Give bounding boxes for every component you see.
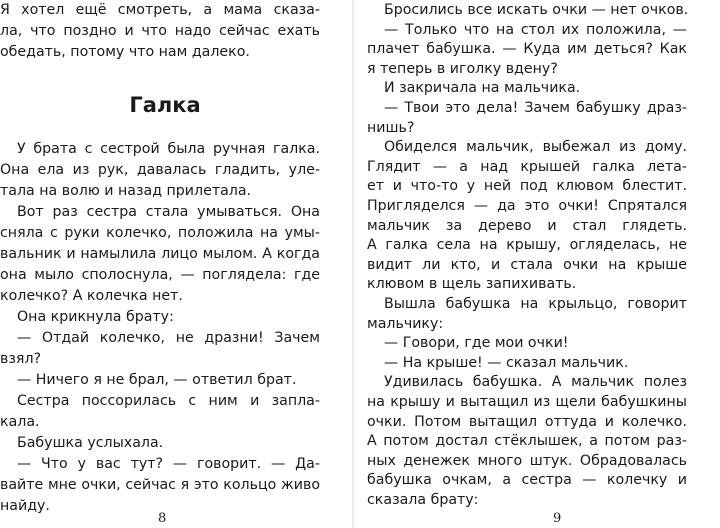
- text-line: — Только что на стол их положила, —: [384, 21, 687, 38]
- right-page: [367, 0, 697, 528]
- text-line: Глядит — а над крышей галка лета-: [367, 158, 687, 175]
- text-line: вальник и намылила лицо мылом. А когда: [0, 246, 320, 262]
- text-line: колечко? А колечка нет.: [0, 288, 183, 304]
- left-page: [0, 0, 330, 528]
- text-line: я теперь в иголку вдену?: [367, 60, 558, 77]
- page-number: 8: [158, 511, 167, 526]
- text-line: — Что у вас тут? — говорит. — Да-: [17, 456, 320, 472]
- text-line: Она крикнула брату:: [17, 309, 174, 325]
- text-line: А галка села на крышу, огляделась, не: [367, 237, 687, 254]
- text-line: — Ничего я не брал, — ответил брат.: [17, 372, 297, 388]
- text-line: кала.: [0, 414, 40, 430]
- page-number: 9: [553, 511, 562, 526]
- text-line: Обиделся мальчик, выбежал из дому.: [384, 139, 687, 156]
- text-line: — На крыше! — сказал мальчик.: [384, 354, 629, 371]
- text-line: очки. Потом вытащил оттуда и колечко.: [367, 413, 687, 430]
- text-line: на крышу и вытащил из щели бабушкины: [367, 394, 687, 410]
- text-line: Сестра поссорилась с ним и запла-: [17, 393, 320, 409]
- text-line: она мыло сполоснула, — поглядела: где: [0, 267, 320, 283]
- text-line: Пригляделся — да это очки! Спрятался: [367, 198, 687, 214]
- text-line: нишь?: [367, 119, 415, 136]
- text-line: обедать, потому что нам далеко.: [0, 44, 250, 60]
- text-line: плачет бабушка. — Куда им деться? Как: [367, 41, 687, 58]
- text-line: бабушка очкам, а сестра — колечку и: [367, 472, 687, 489]
- story-title: Галка: [129, 93, 201, 117]
- text-line: — Отдай колечко, не дразни! Зачем: [17, 330, 320, 346]
- text-line: — Твои это дела! Зачем бабушку драз-: [384, 100, 687, 116]
- text-line: Бросились все искать очки — нет очков.: [384, 2, 689, 18]
- text-line: И закричала на мальчика.: [384, 80, 581, 97]
- text-line: вайте мне очки, сейчас я это кольцо живо: [0, 477, 320, 493]
- text-line: Бабушка услыхала.: [17, 435, 164, 451]
- text-line: Она ела из рук, давалась гладить, уле-: [0, 162, 320, 178]
- text-line: Удивилась бабушка. А мальчик полез: [384, 374, 687, 391]
- text-line: клювом в щель запихивать.: [367, 276, 577, 293]
- text-line: мальчик за дерево и стал глядеть.: [367, 217, 687, 234]
- text-line: У брата с сестрой была ручная галка.: [17, 141, 320, 157]
- text-line: — Говори, где мои очки!: [384, 335, 569, 352]
- text-line: сняла с руки колечко, положила на умы-: [0, 225, 320, 241]
- text-line: сказала брату:: [367, 492, 479, 508]
- text-line: ных денежек много штук. Обрадовалась: [367, 452, 687, 469]
- text-line: ет и что-то у ней под клювом блестит.: [367, 178, 687, 195]
- text-line: ла, что поздно и что надо сейчас ехать: [0, 23, 320, 39]
- text-line: тала на волю и назад прилетала.: [0, 183, 252, 199]
- text-line: Я хотел ещё смотреть, а мама сказа-: [0, 2, 320, 18]
- text-line: Вышла бабушка на крыльцо, говорит: [384, 296, 687, 312]
- text-line: видит ли кто, и стала очки на крыше: [367, 256, 687, 273]
- book-gutter: [352, 0, 354, 528]
- text-line: А потом достал стёклышек, а потом раз-: [367, 433, 687, 450]
- text-line: найду.: [0, 498, 50, 514]
- text-line: мальчику:: [367, 315, 444, 332]
- text-line: взял?: [0, 351, 42, 367]
- text-line: Вот раз сестра стала умываться. Она: [17, 204, 320, 220]
